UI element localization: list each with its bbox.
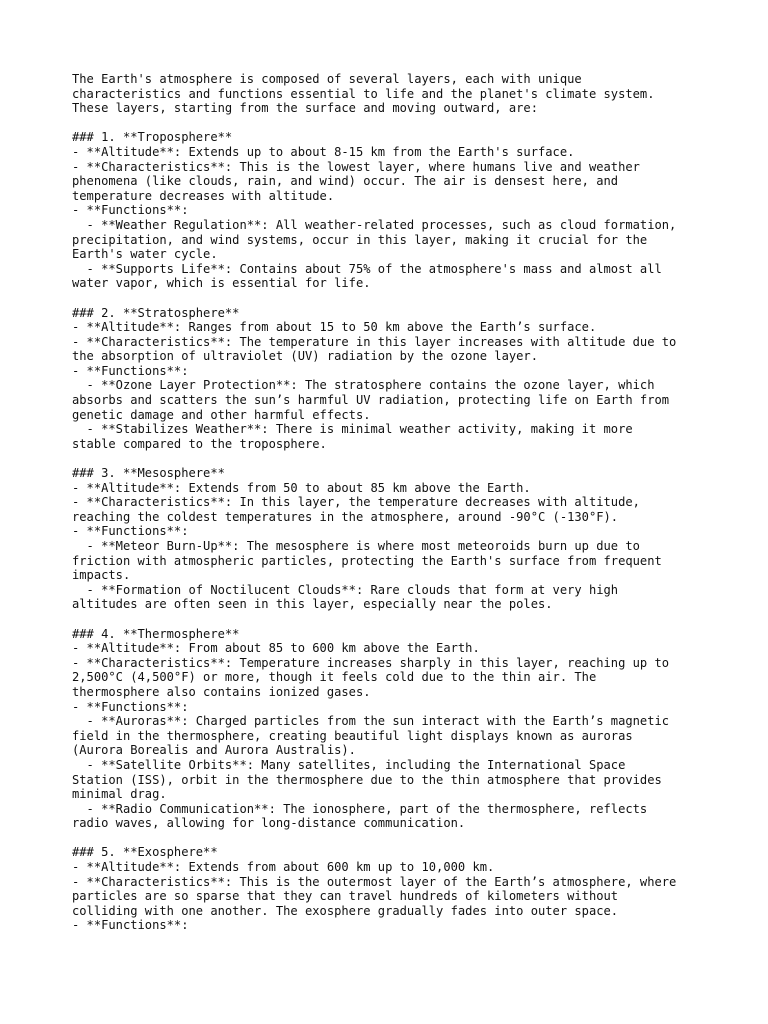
document-line: - **Functions**: [72, 363, 189, 378]
document-line: - **Ozone Layer Protection**: The stratosphere contains the ozone layer, which [72, 378, 655, 393]
document-line: impacts. [72, 568, 131, 583]
document-line: (Aurora Borealis and Aurora Australis). [72, 743, 356, 758]
document-line: - **Altitude**: Ranges from about 15 to 50 km above the Earth’s surface. [72, 320, 597, 335]
document-line: These layers, starting from the surface and moving outward, are: [72, 101, 538, 116]
document-line: - **Characteristics**: In this layer, the temperature decreases with altitude, [72, 495, 640, 510]
document-line: ### 5. **Exosphere** [72, 845, 218, 860]
document-line: colliding with one another. The exosphere gradually fades into outer space. [72, 903, 619, 918]
document-line: - **Supports Life**: Contains about 75% of the atmosphere's mass and almost all [72, 261, 662, 276]
document-line: water vapor, which is essential for life. [72, 276, 371, 291]
document-line: - **Functions**: [72, 203, 189, 218]
document-line: - **Functions**: [72, 699, 189, 714]
document-line [72, 451, 712, 466]
document-line: friction with atmospheric particles, protecting the Earth's surface from frequent [72, 553, 662, 568]
document-line: Station (ISS), orbit in the thermosphere due to the thin atmosphere that provides [72, 772, 662, 787]
document-line: temperature decreases with altitude. [72, 188, 335, 203]
document-line: ### 4. **Thermosphere** [72, 626, 240, 641]
document-line [72, 831, 712, 846]
document-line: - **Altitude**: From about 85 to 600 km above the Earth. [72, 641, 480, 656]
document-line: - **Auroras**: Charged particles from the sun interact with the Earth’s magnetic [72, 714, 670, 729]
document-line: thermosphere also contains ionized gases. [72, 684, 371, 699]
document-line: - **Weather Regulation**: All weather-related processes, such as cloud formation, [72, 217, 677, 232]
document-line: - **Satellite Orbits**: Many satellites, including the International Space [72, 757, 626, 772]
document-line: - **Radio Communication**: The ionosphere, part of the thermosphere, reflects [72, 801, 648, 816]
document-line [72, 612, 712, 627]
document-line: - **Meteor Burn-Up**: The mesosphere is where most meteoroids burn up due to [72, 539, 640, 553]
document-line: ### 3. **Mesosphere** [72, 466, 225, 481]
document-line: precipitation, and wind systems, occur in this layer, making it crucial for the [72, 232, 648, 247]
document-line [72, 116, 712, 131]
document-line [72, 291, 712, 306]
document-line: - **Altitude**: Extends up to about 8-15 km from the Earth's surface. [72, 144, 575, 159]
document-body [72, 72, 712, 933]
document-line: - **Characteristics**: This is the outermost layer of the Earth’s atmosphere, where [72, 874, 677, 889]
document-line: - **Formation of Noctilucent Clouds**: Rare clouds that form at very high [72, 582, 619, 597]
document-line: - **Characteristics**: This is the lowest layer, where humans live and weather [72, 159, 640, 174]
document-line: 2,500°C (4,500°F) or more, though it feels cold due to the thin air. The [72, 670, 597, 685]
document-line: minimal drag. [72, 787, 167, 802]
document-line: absorbs and scatters the sun’s harmful UV radiation, protecting life on Earth from [72, 393, 670, 408]
document-line: - **Characteristics**: The temperature in this layer increases with altitude due to [72, 334, 677, 349]
document-line: phenomena (like clouds, rain, and wind) occur. The air is densest here, and [72, 174, 619, 189]
document-line: ### 1. **Troposphere** [72, 130, 233, 145]
document-line: - **Functions**: [72, 918, 189, 933]
document-line: ### 2. **Stratosphere** [72, 305, 240, 320]
document-line: stable compared to the troposphere. [72, 436, 327, 451]
document-line: field in the thermosphere, creating beautiful light displays known as auroras [72, 728, 633, 743]
document-line: - **Functions**: [72, 524, 189, 539]
document-line: radio waves, allowing for long-distance communication. [72, 816, 466, 831]
document-line: altitudes are often seen in this layer, especially near the poles. [72, 597, 553, 612]
document-line: - **Stabilizes Weather**: There is minimal weather activity, making it more [72, 422, 633, 437]
document-line: - **Altitude**: Extends from about 600 km up to 10,000 km. [72, 860, 495, 875]
document-line: genetic damage and other harmful effects. [72, 407, 371, 422]
document-line: - **Characteristics**: Temperature increases sharply in this layer, reaching up to [72, 655, 670, 670]
document-line: particles are so sparse that they can travel hundreds of kilometers without [72, 889, 619, 904]
document-line: reaching the coldest temperatures in the atmosphere, around -90°C (-130°F). [72, 509, 619, 524]
document-line: The Earth's atmosphere is composed of several layers, each with unique [72, 72, 582, 86]
document-line: - **Altitude**: Extends from 50 to about 85 km above the Earth. [72, 480, 531, 495]
document-line: characteristics and functions essential to life and the planet's climate system. [72, 86, 655, 101]
document-line: Earth's water cycle. [72, 247, 218, 262]
document-line: the absorption of ultraviolet (UV) radiation by the ozone layer. [72, 349, 538, 364]
